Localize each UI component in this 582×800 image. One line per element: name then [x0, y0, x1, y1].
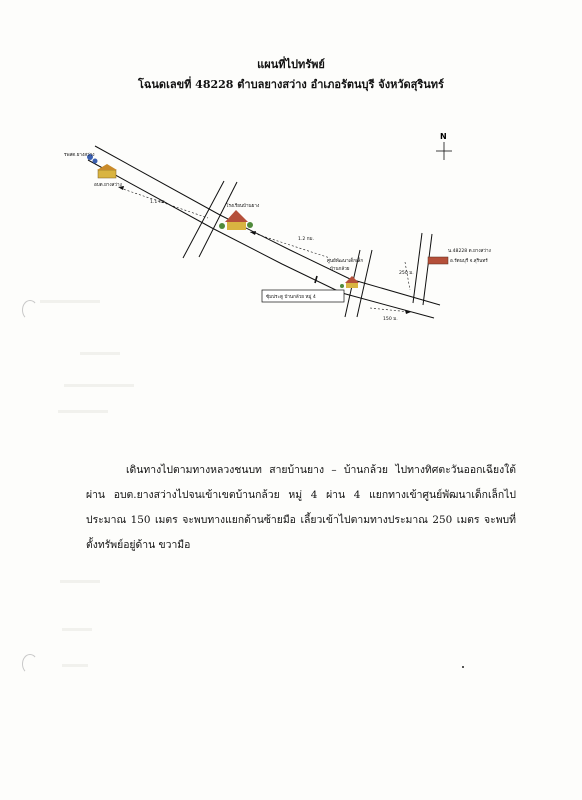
map-label-dist-2: 1.2 กม.	[298, 237, 315, 242]
map-label-dist-150: 150 ม.	[383, 317, 398, 322]
map-label-abt: อบต.ยางสว่าง	[94, 183, 122, 188]
map-label-center-1: ศูนย์พัฒนาเด็กเล็ก	[327, 259, 364, 264]
map-label-property-2: อ.รัตนบุรี จ.สุรินทร์	[450, 259, 488, 264]
map-label-property-1: น.48228 ต.ยางสว่าง	[448, 249, 491, 254]
map-label-dist-1: 1.1 กม.	[150, 200, 167, 205]
child-center-icon	[340, 276, 359, 288]
property-plot-icon	[428, 257, 448, 264]
gate-marker	[315, 276, 317, 283]
map-label-dist-250: 250 ม.	[399, 271, 414, 276]
map-label-health-center: รพสต.ยางสว่าง	[64, 153, 95, 158]
north-arrow-icon	[436, 142, 452, 160]
north-label: N	[440, 132, 447, 141]
deed-subtitle: โฉนดเลขที่ 48228 ตำบลยางสว่าง อำเภอรัตนบุรี จังหวัดสุรินทร์	[138, 78, 444, 91]
page-title: แผนที่ไปทรัพย์	[257, 58, 325, 71]
route-description: เดินทางไปตามทางหลวงชนบท สายบ้านยาง – บ้านกล้วย ไปทางทิศตะวันออกเฉียงใต้ ผ่าน อบต.ยางสว่างไปจนเข้าเขตบ้านกล้วย หมู่ 4 ผ่าน 4 แยกทางเข้าศูนย์พัฒนาเด็กเล็กไปประมาณ 150 เมตร จะพบทางแยกด้านซ้ายมือ เลี้ยวเข้าไปตามทางประมาณ 250 เมตร จะพบที่ตั้งทรัพย์อยู่ด้าน ขวามือ	[86, 464, 516, 551]
school-icon	[219, 210, 253, 230]
side-road	[413, 233, 432, 305]
stray-mark	[462, 666, 464, 668]
map-label-center-2: บ้านกล้วย	[330, 267, 350, 272]
map-label-school: โรงเรียนบ้านยาง	[226, 204, 260, 209]
map-label-gate: ซุ้มประตู บ้านกล้วย หมู่ 4	[266, 295, 316, 300]
